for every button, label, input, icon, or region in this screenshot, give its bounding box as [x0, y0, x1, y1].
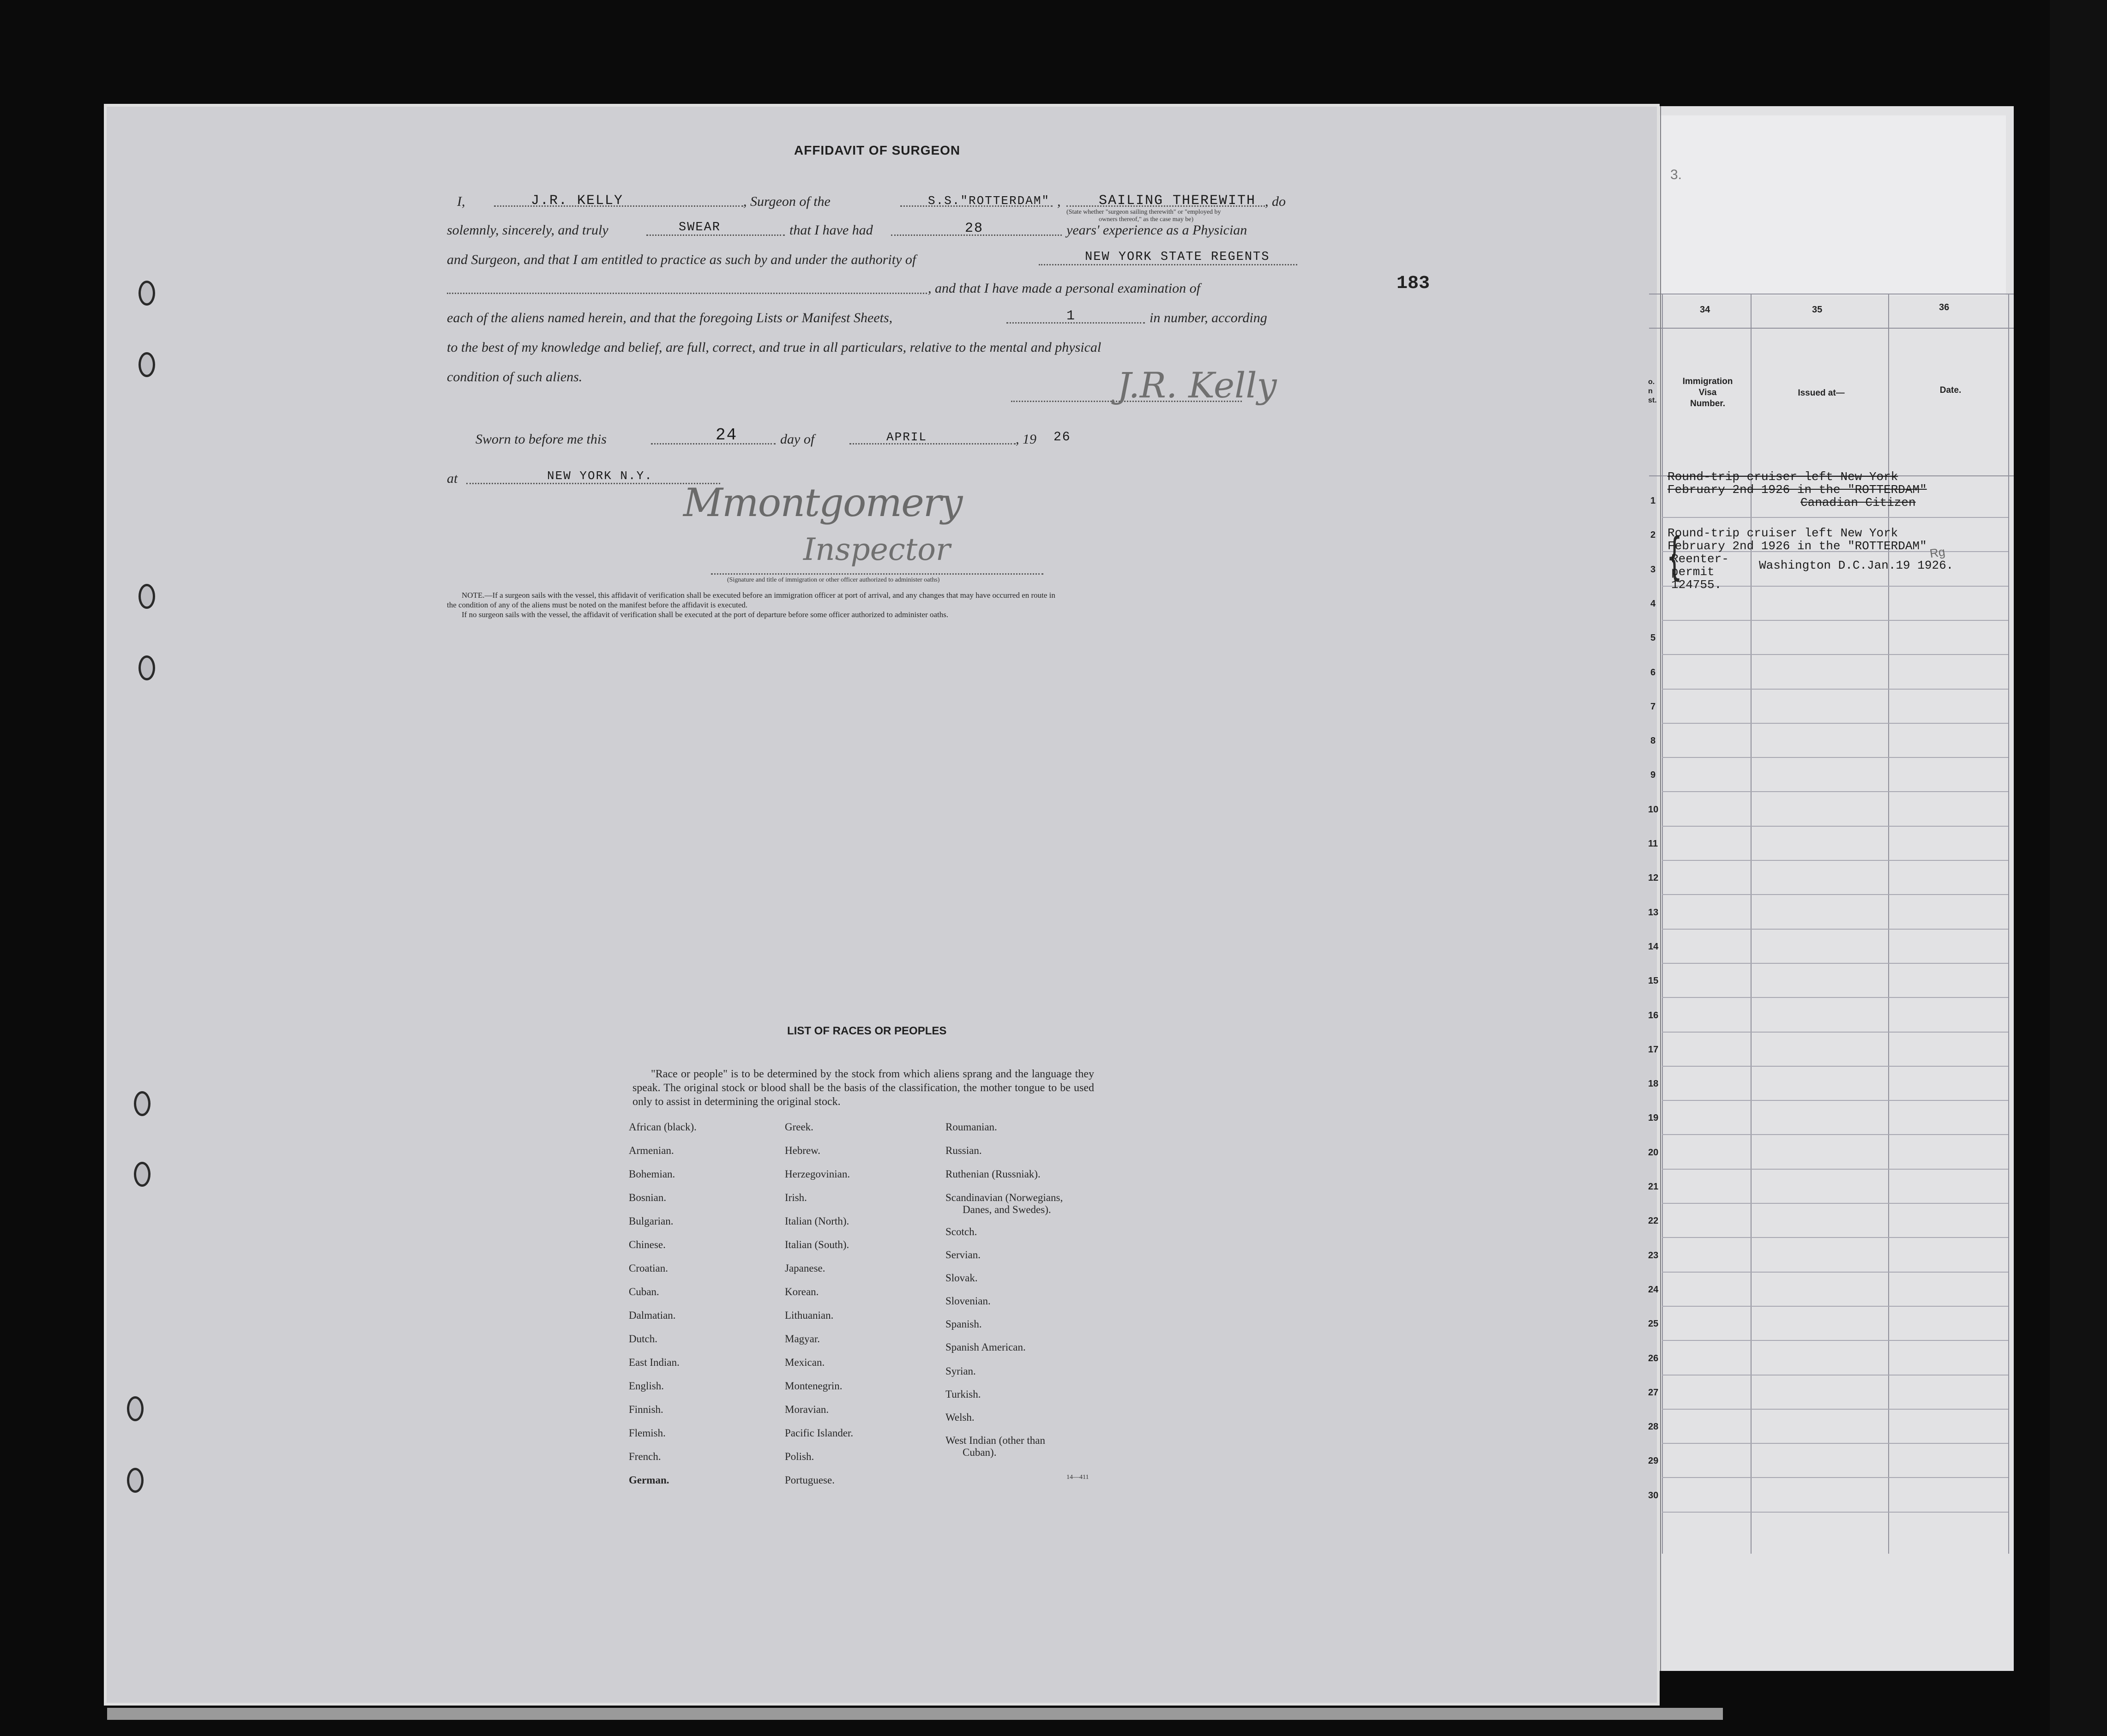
race-item: Finnish. [629, 1404, 663, 1415]
row-rule [1662, 1272, 2008, 1273]
page-edge [107, 1708, 1723, 1720]
row-rule [1662, 929, 2008, 930]
row-rule [1662, 517, 2008, 518]
header-visa-number: Immigration Visa Number. [1682, 377, 1733, 408]
sworn-day: 24 [716, 426, 738, 445]
race-item: Croatian. [629, 1262, 668, 1274]
race-item: Cuban). [963, 1447, 997, 1458]
race-item: Herzegovinian. [785, 1168, 850, 1180]
race-item: Italian (South). [785, 1239, 849, 1250]
sworn-place: NEW YORK N.Y. [547, 469, 653, 483]
row-number: 23 [1648, 1250, 1659, 1261]
note-line-3: If no surgeon sails with the vessel, the affidavit of verification shall be executed at the port of departure before some officer authorized to administer oaths. [462, 610, 949, 619]
row-number: 10 [1648, 805, 1659, 815]
punch-hole [138, 655, 155, 680]
row-number: 18 [1648, 1079, 1659, 1089]
row-number: 17 [1648, 1045, 1659, 1055]
race-item: Roumanian. [945, 1121, 997, 1133]
officer-signature: Mmontgomery [683, 480, 962, 525]
row-number: 21 [1648, 1182, 1659, 1192]
race-item: Flemish. [629, 1427, 666, 1439]
fill-line [646, 234, 785, 236]
text-do: , do [1265, 194, 1286, 209]
race-item: Montenegrin. [785, 1380, 843, 1392]
oath-type: SWEAR [679, 221, 721, 234]
punch-hole [138, 281, 155, 306]
row-rule [1662, 860, 2008, 861]
text-i: I, [457, 194, 465, 209]
header-issued-at: Issued at— [1798, 388, 1845, 398]
row-number: 8 [1650, 736, 1656, 746]
column-number: 34 [1700, 305, 1710, 315]
text-line3: and Surgeon, and that I am entitled to practice as such by and under the authority of [447, 252, 916, 267]
note-line-2: the condition of any of the aliens must be noted on the manifest before the affidavit is executed. [447, 601, 748, 609]
state-note-2: owners thereof," as the case may be) [1099, 216, 1194, 223]
race-item: Spanish American. [945, 1341, 1026, 1353]
race-item: Syrian. [945, 1365, 976, 1377]
race-item: German. [629, 1474, 669, 1486]
race-item: Cuban. [629, 1286, 659, 1297]
row-rule [1662, 1066, 2008, 1067]
row-number: 4 [1650, 599, 1656, 609]
surgeon-name: J.R. KELLY [531, 193, 624, 209]
row-rule [1662, 1134, 2008, 1135]
row-rule [1662, 1100, 2008, 1101]
race-item: Polish. [785, 1451, 814, 1462]
race-item: Spanish. [945, 1318, 982, 1330]
row-number: 27 [1648, 1388, 1659, 1398]
row-number: 12 [1648, 873, 1659, 883]
text-sworn: Sworn to before me this [476, 432, 607, 447]
text-that-i-have-had: that I have had [789, 222, 873, 238]
race-item: African (black). [629, 1121, 697, 1133]
form-code: 14—411 [1066, 1474, 1089, 1481]
text-comma: , [1057, 194, 1061, 209]
row-number: 11 [1648, 839, 1658, 849]
row-rule [1662, 1306, 2008, 1307]
race-item: English. [629, 1380, 664, 1392]
corner-mark: 3. [1670, 167, 1682, 182]
entry-permit-number: 124755. [1671, 578, 1722, 592]
text-in-number: in number, according [1150, 310, 1267, 325]
race-item: Portuguese. [785, 1474, 835, 1486]
row-number: 16 [1648, 1010, 1659, 1021]
row-rule [1662, 1340, 2008, 1341]
table-rule [1662, 294, 1663, 1554]
race-item: Japanese. [785, 1262, 825, 1274]
race-item: Hebrew. [785, 1145, 821, 1156]
manifest-sheet-right [1649, 106, 2014, 1671]
row-rule [1662, 894, 2008, 895]
column-number: 35 [1812, 305, 1823, 315]
row-rule [1662, 1169, 2008, 1170]
ship-name: S.S."ROTTERDAM" [928, 194, 1050, 208]
table-rule [1649, 328, 2014, 329]
entry-reenter: Reenter- [1671, 552, 1729, 566]
race-item: Armenian. [629, 1145, 674, 1156]
races-intro: "Race or people" is to be determined by the stock from which aliens sprang and the language they speak. The original stock or blood shall be the basis of the classification, the mother tongue to be used only to assist in determining the original stock. [632, 1068, 1094, 1108]
race-item: Chinese. [629, 1239, 666, 1250]
punch-hole [134, 1091, 150, 1116]
text-day-of: day of [780, 432, 815, 447]
sailing-status: SAILING THEREWITH [1099, 193, 1256, 209]
fill-line [1039, 264, 1297, 265]
row-number: 28 [1648, 1422, 1659, 1432]
struck-entry-line-3: Canadian Citizen [1800, 496, 1916, 510]
row-rule [1662, 757, 2008, 758]
text-at: at [447, 471, 458, 486]
fill-line [849, 443, 1016, 445]
years-count: 28 [965, 221, 984, 236]
row-number: 24 [1648, 1285, 1659, 1295]
row-number: 6 [1650, 667, 1656, 678]
race-item: Italian (North). [785, 1215, 849, 1227]
stamp-number: 183 [1397, 273, 1430, 294]
row-number: 14 [1648, 942, 1659, 952]
punch-hole [127, 1396, 144, 1421]
row-number: 25 [1648, 1319, 1659, 1329]
row-rule [1662, 689, 2008, 690]
manifest-sheet-top [1655, 115, 2006, 295]
table-rule [2008, 294, 2009, 1554]
text-line7: condition of such aliens. [447, 369, 583, 384]
race-item: Servian. [945, 1249, 981, 1261]
sheet-edge [1660, 106, 1661, 1671]
race-item: Russian. [945, 1145, 982, 1156]
race-item: Greek. [785, 1121, 813, 1133]
row-rule [1662, 1203, 2008, 1204]
struck-entry-line-1: Round-trip cruiser left New York [1668, 470, 1898, 484]
race-item: French. [629, 1451, 661, 1462]
race-item: Mexican. [785, 1357, 825, 1368]
row-rule [1662, 620, 2008, 621]
race-item: Slovenian. [945, 1295, 991, 1307]
punch-hole [138, 584, 155, 609]
row-number: 5 [1650, 633, 1656, 643]
surgeon-signature: J.R. Kelly [1117, 365, 1277, 406]
fill-line [447, 293, 927, 294]
row-number: 3 [1650, 565, 1656, 575]
scan-border [2050, 0, 2107, 1736]
header-fragment: o. n st. [1648, 378, 1657, 404]
row-rule [1662, 997, 2008, 998]
sheet-count: 1 [1066, 308, 1076, 324]
officer-caption: (Signature and title of immigration or other officer authorized to administer oaths) [727, 577, 940, 583]
row-rule [1662, 826, 2008, 827]
row-rule [1662, 1477, 2008, 1478]
row-rule [1662, 1375, 2008, 1376]
race-item: Korean. [785, 1286, 819, 1297]
row-number: 20 [1648, 1147, 1659, 1158]
text-line5: each of the aliens named herein, and that the foregoing Lists or Manifest Sheets, [447, 310, 893, 325]
race-item: Ruthenian (Russniak). [945, 1168, 1041, 1180]
row-number: 15 [1648, 976, 1659, 986]
text-line4: , and that I have made a personal examination of [928, 281, 1200, 296]
text-year-prefix: , 19 [1016, 432, 1036, 447]
row-number: 29 [1648, 1456, 1659, 1466]
entry-issued-place-date: Washington D.C.Jan.19 1926. [1759, 559, 1954, 572]
race-item: Magyar. [785, 1333, 820, 1345]
state-note-1: (State whether "surgeon sailing therewith" or "employed by [1066, 209, 1221, 216]
race-item: Turkish. [945, 1388, 981, 1400]
race-item: Danes, and Swedes). [963, 1204, 1051, 1215]
row-number: 7 [1650, 702, 1656, 712]
row-rule [1662, 1512, 2008, 1513]
header-date: Date. [1939, 385, 1962, 395]
race-item: Scotch. [945, 1226, 977, 1237]
row-number: 1 [1650, 496, 1656, 506]
sworn-year: 26 [1054, 430, 1071, 445]
row-number: 19 [1648, 1113, 1659, 1123]
authority: NEW YORK STATE REGENTS [1085, 250, 1270, 264]
row-number: 2 [1650, 530, 1656, 540]
punch-hole [134, 1162, 150, 1187]
punch-hole [138, 352, 155, 377]
pencil-mark: Rg [1929, 544, 1946, 561]
fill-line [651, 443, 776, 445]
text-years-experience: years' experience as a Physician [1066, 222, 1247, 238]
race-item: Irish. [785, 1192, 807, 1203]
sworn-month: APRIL [886, 430, 927, 444]
text-surgeon-of-the: , Surgeon of the [743, 194, 831, 209]
race-item: Pacific Islander. [785, 1427, 854, 1439]
row-rule [1662, 723, 2008, 724]
row-number: 22 [1648, 1216, 1659, 1226]
row-number: 26 [1648, 1353, 1659, 1364]
struck-entry-line-2: February 2nd 1926 in the "ROTTERDAM" [1668, 483, 1927, 497]
row-number: 13 [1648, 907, 1659, 918]
column-number: 36 [1939, 302, 1950, 312]
row-rule [1662, 963, 2008, 964]
row-number: 30 [1648, 1490, 1659, 1501]
text-solemnly: solemnly, sincerely, and truly [447, 222, 608, 238]
note-line-1: NOTE.—If a surgeon sails with the vessel, this affidavit of verification shall be executed before an immigration officer at port of arrival, and any changes that may have occurred en route in [462, 591, 1055, 600]
race-item: West Indian (other than [945, 1435, 1045, 1446]
row-rule [1662, 791, 2008, 792]
race-item: Lithuanian. [785, 1310, 834, 1321]
race-item: Dalmatian. [629, 1310, 676, 1321]
race-item: Moravian. [785, 1404, 829, 1415]
race-item: Slovak. [945, 1272, 978, 1284]
signature-line [711, 573, 1043, 575]
row-number: 9 [1650, 770, 1656, 780]
fill-line [466, 483, 720, 484]
officer-title-signature: Inspector [803, 532, 951, 567]
row-rule [1662, 1443, 2008, 1444]
race-item: Welsh. [945, 1412, 975, 1423]
punch-hole [127, 1468, 144, 1493]
race-item: Dutch. [629, 1333, 657, 1345]
text-line6: to the best of my knowledge and belief, are full, correct, and true in all particulars, relative to the mental and physical [447, 340, 1102, 355]
bracket-mark: { [1666, 527, 1683, 586]
entry-line-2: February 2nd 1926 in the "ROTTERDAM" [1668, 539, 1927, 553]
race-item: Bulgarian. [629, 1215, 674, 1227]
row-rule [1662, 1032, 2008, 1033]
row-rule [1662, 1237, 2008, 1238]
row-rule [1662, 1409, 2008, 1410]
row-rule [1662, 654, 2008, 655]
affidavit-title: AFFIDAVIT OF SURGEON [794, 143, 961, 157]
race-item: Bosnian. [629, 1192, 667, 1203]
entry-line-1: Round-trip cruiser left New York [1668, 526, 1898, 540]
race-item: East Indian. [629, 1357, 680, 1368]
race-item: Scandinavian (Norwegians, [945, 1192, 1063, 1203]
race-item: Bohemian. [629, 1168, 675, 1180]
races-title: LIST OF RACES OR PEOPLES [787, 1025, 947, 1037]
entry-permit: permit [1671, 565, 1715, 579]
